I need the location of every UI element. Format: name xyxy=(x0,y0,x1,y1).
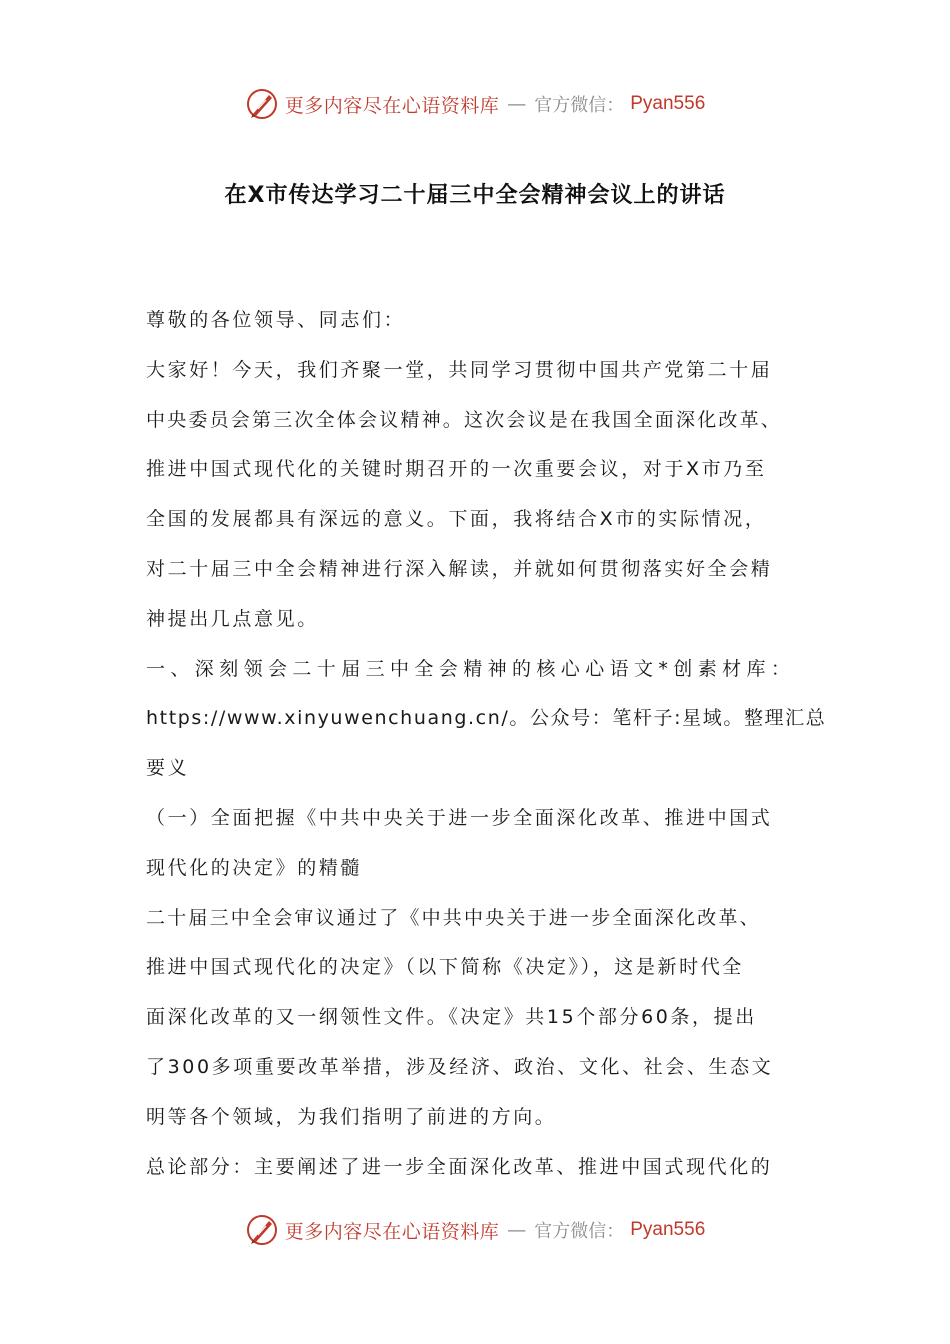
body-line: 推进中国式现代化的关键时期召开的一次重要会议，对于X市乃至 xyxy=(146,458,767,481)
salutation-line: 尊敬的各位领导、同志们： xyxy=(146,309,406,331)
wechat-label: 官方微信： xyxy=(534,95,625,116)
site-name-text: 更多内容尽在心语资料库 xyxy=(284,1220,500,1243)
wechat-label: 官方微信： xyxy=(534,1221,625,1242)
quill-pen-icon xyxy=(245,87,279,121)
body-line: 大家好！今天，我们齐聚一堂，共同学习贯彻中国共产党第二十届 xyxy=(146,358,773,381)
document-body xyxy=(146,296,827,1192)
body-line: 明等各个领域，为我们指明了前进的方向。 xyxy=(146,1105,557,1128)
quill-pen-icon xyxy=(245,1213,279,1247)
body-line: 全国的发展都具有深远的意义。下面，我将结合X市的实际情况， xyxy=(146,508,767,531)
header-watermark-content xyxy=(245,87,706,121)
body-line: 总论部分：主要阐述了进一步全面深化改革、推进中国式现代化的 xyxy=(146,1155,773,1178)
body-line: 了300多项重要改革举措，涉及经济、政治、文化、社会、生态文 xyxy=(146,1055,774,1078)
banner-separator: — xyxy=(507,93,527,115)
body-line: 中央委员会第三次全体会议精神。这次会议是在我国全面深化改革、 xyxy=(146,408,783,431)
url-line: https://www.xinyuwenchuang.cn/。公众号：笔杆子:星域。整理汇总 xyxy=(146,707,827,730)
document-title: 在X市传达学习二十届三中全会精神会议上的讲话 xyxy=(224,183,726,208)
body-line: 二十届三中全会审议通过了《中共中央关于进一步全面深化改革、 xyxy=(146,906,761,929)
wechat-id: Pyan556 xyxy=(630,1219,706,1240)
banner-separator: — xyxy=(507,1219,527,1241)
section-heading-line: 要义 xyxy=(146,757,190,780)
wechat-id: Pyan556 xyxy=(630,93,706,114)
body-line: 对二十届三中全会精神进行深入解读，并就如何贯彻落实好全会精 xyxy=(146,557,773,580)
header-watermark-banner xyxy=(0,84,950,124)
body-line: 神提出几点意见。 xyxy=(146,607,319,630)
footer-watermark-banner xyxy=(0,1210,950,1250)
footer-watermark-content xyxy=(245,1213,706,1247)
body-line: 推进中国式现代化的决定》（以下简称《决定》），这是新时代全 xyxy=(146,956,744,979)
body-line: 面深化改革的又一纲领性文件。《决定》共15个部分60条，提出 xyxy=(146,1006,757,1029)
site-name-text: 更多内容尽在心语资料库 xyxy=(284,94,500,117)
subsection-heading-line: （一）全面把握《中共中央关于进一步全面深化改革、推进中国式 xyxy=(146,806,773,829)
section-heading-line: 一、深刻领会二十届三中全会精神的核心心语文*创素材库： xyxy=(146,657,796,680)
subsection-heading-line: 现代化的决定》的精髓 xyxy=(146,856,363,879)
